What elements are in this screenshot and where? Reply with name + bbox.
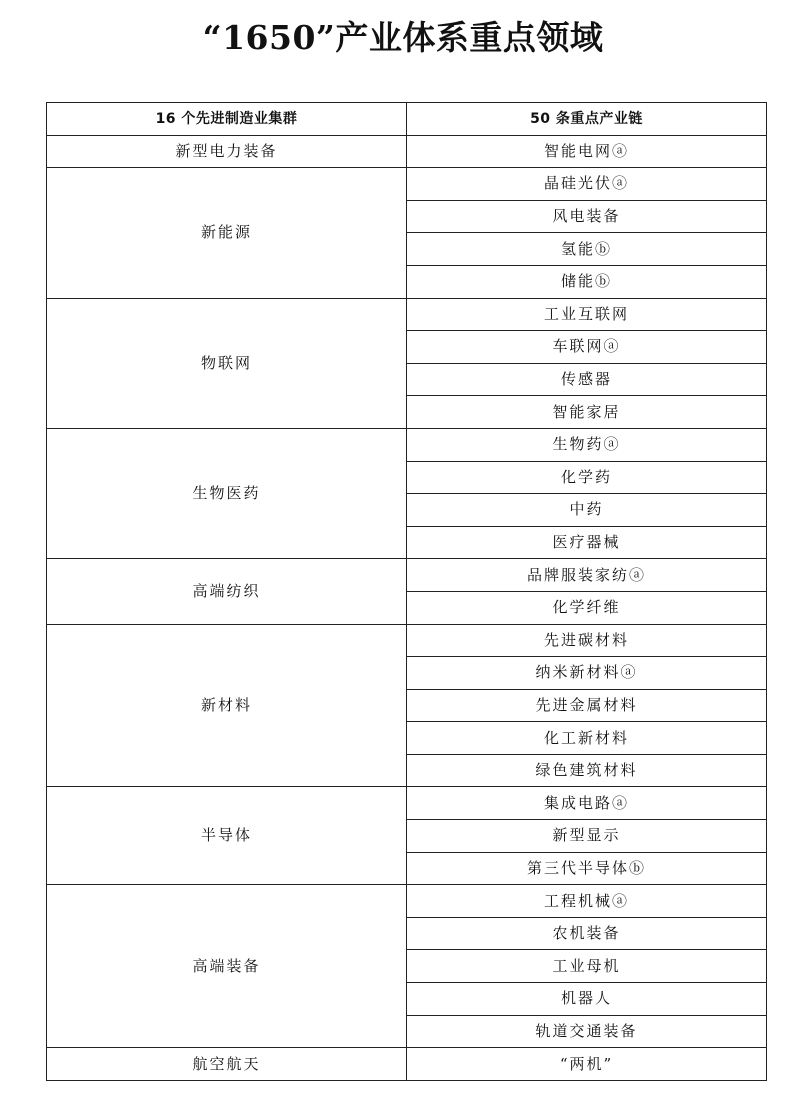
chain-cell: 中药	[407, 494, 767, 527]
cluster-cell: 新型电力装备	[47, 135, 407, 168]
chain-cell: 传感器	[407, 363, 767, 396]
chain-cell: 新型显示	[407, 820, 767, 853]
table-row	[47, 624, 767, 657]
chain-cell: 工业母机	[407, 950, 767, 983]
chain-cell: 智能电网ⓐ	[407, 135, 767, 168]
chain-cell: 品牌服装家纺ⓐ	[407, 559, 767, 592]
chain-cell: 机器人	[407, 983, 767, 1016]
chain-cell: 储能ⓑ	[407, 265, 767, 298]
table-body	[47, 135, 767, 1080]
header-clusters: 16 个先进制造业集群	[47, 103, 407, 136]
cluster-cell: 新材料	[47, 624, 407, 787]
chain-cell: 化工新材料	[407, 722, 767, 755]
cluster-cell: 物联网	[47, 298, 407, 428]
industry-table	[46, 102, 767, 1081]
chain-cell: 先进碳材料	[407, 624, 767, 657]
cluster-cell: 高端纺织	[47, 559, 407, 624]
page-title: “1650”产业体系重点领域	[202, 18, 604, 57]
chain-cell: 风电装备	[407, 200, 767, 233]
chain-cell: 农机装备	[407, 917, 767, 950]
chain-cell: 工业互联网	[407, 298, 767, 331]
table-header-row	[47, 103, 767, 136]
chain-cell: 化学纤维	[407, 591, 767, 624]
table-row	[47, 1048, 767, 1081]
table-row	[47, 168, 767, 201]
cluster-cell: 生物医药	[47, 428, 407, 558]
table-row	[47, 787, 767, 820]
chain-cell: “两机”	[407, 1048, 767, 1081]
chain-cell: 纳米新材料ⓐ	[407, 657, 767, 690]
chain-cell: 晶硅光伏ⓐ	[407, 168, 767, 201]
chain-cell: 先进金属材料	[407, 689, 767, 722]
chain-cell: 绿色建筑材料	[407, 754, 767, 787]
chain-cell: 氢能ⓑ	[407, 233, 767, 266]
chain-cell: 生物药ⓐ	[407, 428, 767, 461]
cluster-cell: 半导体	[47, 787, 407, 885]
chain-cell: 化学药	[407, 461, 767, 494]
table-row	[47, 428, 767, 461]
table-row	[47, 559, 767, 592]
chain-cell: 车联网ⓐ	[407, 331, 767, 364]
header-chains: 50 条重点产业链	[407, 103, 767, 136]
table-row	[47, 885, 767, 918]
cluster-cell: 航空航天	[47, 1048, 407, 1081]
chain-cell: 集成电路ⓐ	[407, 787, 767, 820]
cluster-cell: 新能源	[47, 168, 407, 298]
chain-cell: 第三代半导体ⓑ	[407, 852, 767, 885]
cluster-cell: 高端装备	[47, 885, 407, 1048]
chain-cell: 医疗器械	[407, 526, 767, 559]
table-row	[47, 135, 767, 168]
chain-cell: 工程机械ⓐ	[407, 885, 767, 918]
table-row	[47, 298, 767, 331]
chain-cell: 轨道交通装备	[407, 1015, 767, 1048]
chain-cell: 智能家居	[407, 396, 767, 429]
